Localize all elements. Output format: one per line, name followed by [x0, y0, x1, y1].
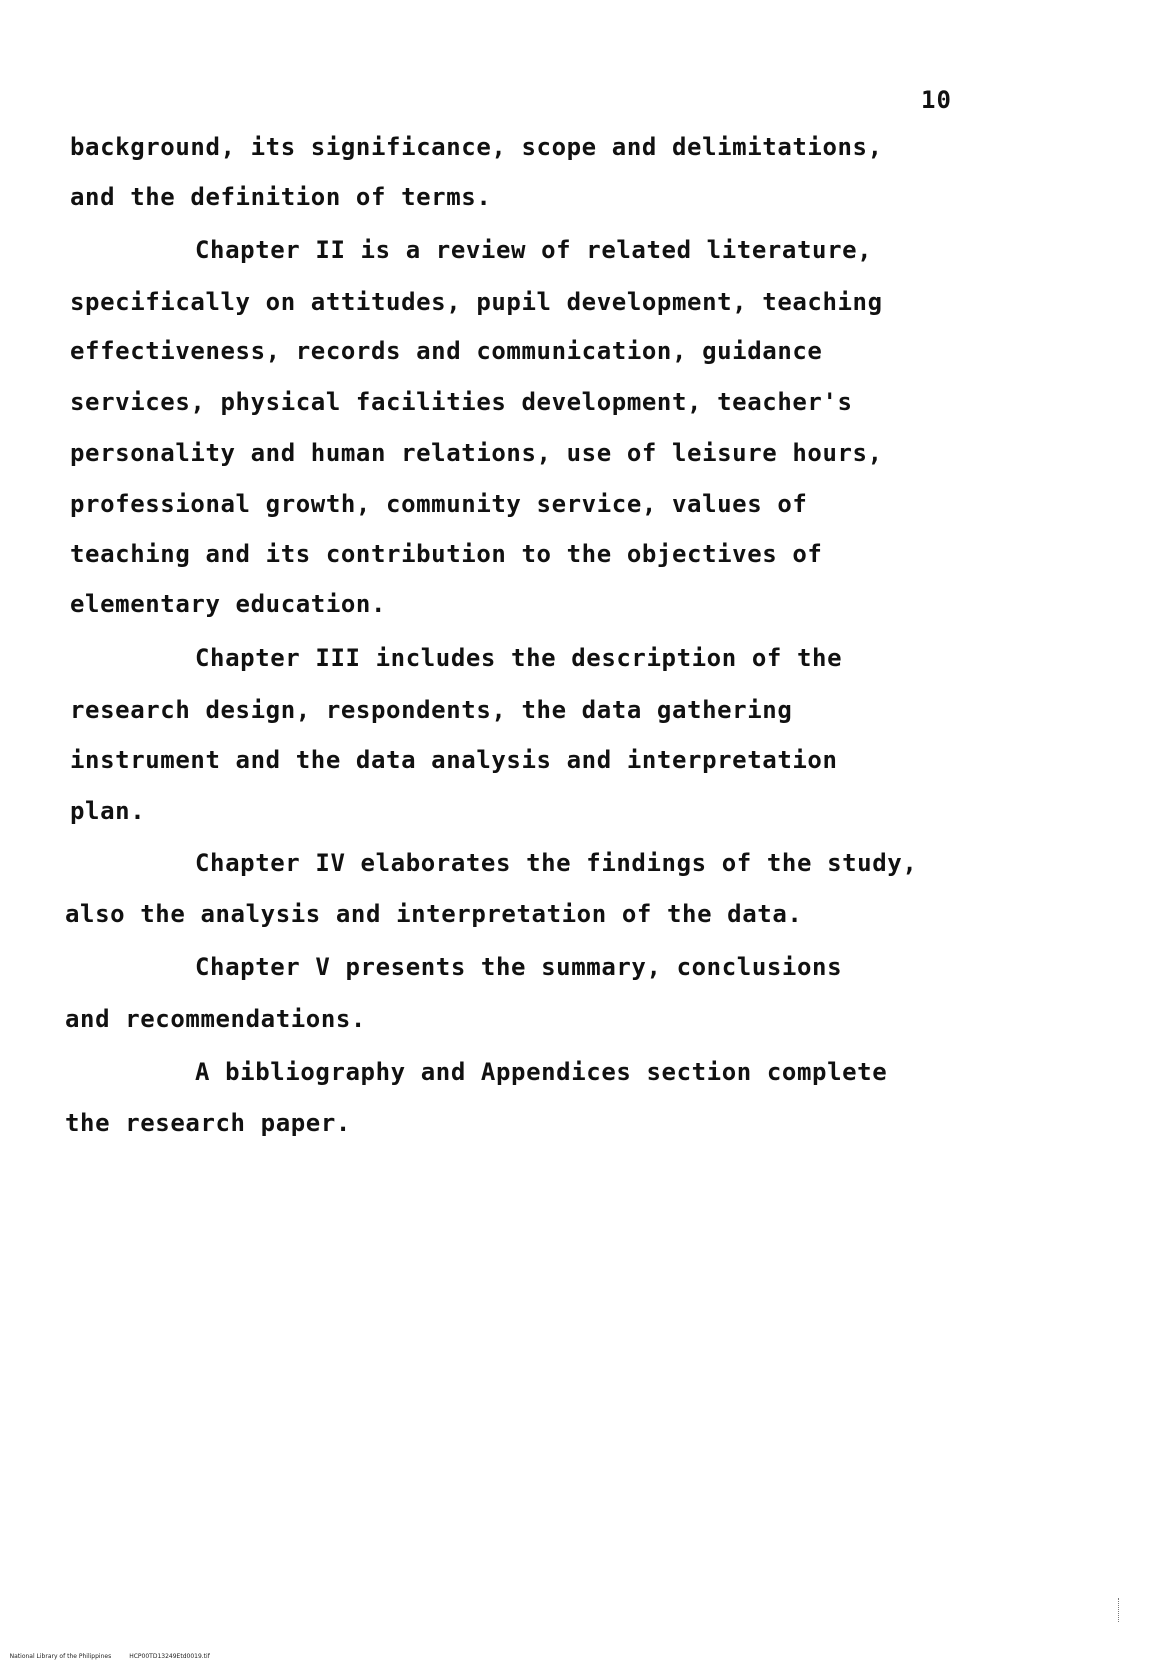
body-line: also the analysis and interpretation of the data.: [65, 900, 803, 928]
footer-file-id: HCP00TD13249Etd0019.tif: [129, 1653, 210, 1660]
body-line: Chapter II is a review of related literature,: [195, 236, 873, 264]
body-line: personality and human relations, use of leisure hours,: [70, 439, 883, 467]
body-line: specifically on attitudes, pupil development, teaching: [70, 288, 883, 316]
body-line: instrument and the data analysis and interpretation: [70, 746, 838, 774]
body-line: A bibliography and Appendices section complete: [195, 1058, 888, 1086]
body-line: Chapter V presents the summary, conclusions: [195, 953, 843, 981]
body-line: plan.: [70, 797, 146, 825]
body-line: background, its significance, scope and delimitations,: [70, 133, 883, 161]
body-line: elementary education.: [70, 590, 387, 618]
scan-footer: [2, 1646, 228, 1667]
page-number: 10: [921, 86, 952, 114]
body-line: services, physical facilities development, teacher's: [70, 388, 853, 416]
body-line: Chapter III includes the description of the: [195, 644, 843, 672]
scan-margin-mark: [1118, 1598, 1121, 1622]
body-line: effectiveness, records and communication, guidance: [70, 337, 823, 365]
footer-library: National Library of the Philippines: [9, 1653, 112, 1660]
body-line: professional growth, community service, values of: [70, 490, 808, 518]
body-line: the research paper.: [65, 1109, 351, 1137]
body-line: Chapter IV elaborates the findings of the study,: [195, 849, 918, 877]
body-line: and recommendations.: [65, 1005, 366, 1033]
body-line: teaching and its contribution to the objectives of: [70, 540, 823, 568]
body-line: and the definition of terms.: [70, 183, 492, 211]
body-line: research design, respondents, the data gathering: [70, 696, 793, 724]
